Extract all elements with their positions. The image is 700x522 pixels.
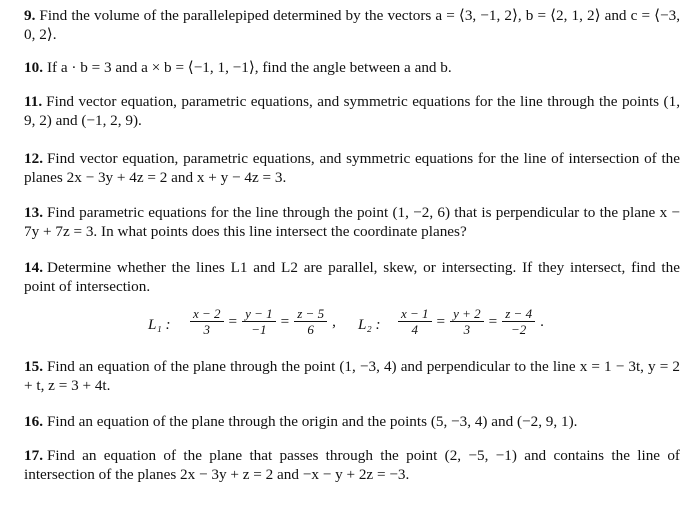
problem-number: 11. [24, 93, 43, 110]
problem-number: 13. [24, 204, 43, 221]
denominator: 4 [411, 322, 419, 337]
l2-fraction-z [502, 306, 535, 337]
numerator: y + 2 [450, 306, 484, 322]
problem-12 [24, 149, 680, 187]
problem-number: 16. [24, 413, 43, 430]
problem-13 [24, 203, 680, 241]
problem-17 [24, 446, 680, 484]
equals-sign: = [488, 313, 498, 330]
problem-text: Find vector equation, parametric equations, and symmetric equations for the line through the points (1, 9, 2) and (−1, 2, 9). [24, 93, 680, 129]
problem-text: Find an equation of the plane through the origin and the points (5, −3, 4) and (−2, 9, 1). [46, 413, 578, 430]
equals-sign: = [228, 313, 238, 330]
problem-text: Find parametric equations for the line through the point (1, −2, 6) that is perpendicular to the plane x − 7y + 7z = 3. In what points does this line intersect the coordinate planes? [24, 204, 680, 240]
l2-equation [396, 306, 547, 337]
denominator: 3 [203, 322, 211, 337]
problem-number: 14. [24, 259, 43, 276]
l1-label: L₁ : [148, 316, 171, 333]
equals-sign: = [436, 313, 446, 330]
l1-fraction-z [294, 306, 327, 337]
problem-number: 10. [24, 59, 43, 76]
denominator: 6 [307, 322, 314, 337]
problem-text: If a · b = 3 and a × b = ⟨−1, 1, −1⟩, find the angle between a and b. [46, 59, 452, 76]
problem-16 [24, 412, 680, 431]
problem-text: Find vector equation, parametric equations, and symmetric equations for the line of intersection of the planes 2x − 3y + 4z = 2 and x + y − 4z = 3. [24, 150, 680, 186]
denominator: −2 [511, 322, 527, 337]
problem-text: Find the volume of the parallelepiped determined by the vectors a = ⟨3, −1, 2⟩, b = ⟨2, 1, 2⟩ and c = ⟨−3, 0, 2⟩. [24, 7, 680, 43]
l2-label: L₂ : [358, 316, 381, 333]
l1-equation [188, 306, 339, 337]
trailing-punctuation: , [332, 313, 336, 330]
problem-text: Find an equation of the plane that passes through the point (2, −5, −1) and contains the line of intersection of the planes 2x − 3y + z = 2 and −x − y + 2z = −3. [24, 447, 680, 483]
problem-number: 12. [24, 150, 43, 167]
problem-number: 15. [24, 358, 43, 375]
denominator: 3 [463, 322, 471, 337]
numerator: z − 4 [502, 306, 535, 322]
numerator: x − 2 [190, 306, 224, 322]
problem-text: Find an equation of the plane through the point (1, −3, 4) and perpendicular to the line x = 1 − 3t, y = 2 + t, z = 3 + 4t. [24, 358, 680, 394]
l1-fraction-x [190, 306, 224, 337]
problem-11 [24, 92, 680, 130]
problem-text: Determine whether the lines L1 and L2 are parallel, skew, or intersecting. If they intersect, find the point of intersection. [24, 259, 680, 295]
l2-fraction-y [450, 306, 484, 337]
problem-15 [24, 357, 680, 395]
numerator: z − 5 [294, 306, 327, 322]
numerator: x − 1 [398, 306, 432, 322]
numerator: y − 1 [242, 306, 276, 322]
problem-10 [24, 58, 680, 77]
l2-fraction-x [398, 306, 432, 337]
problem-9 [24, 6, 680, 44]
problem-number: 17. [24, 447, 43, 464]
trailing-punctuation: . [540, 313, 544, 330]
denominator: −1 [251, 322, 267, 337]
problem-number: 9. [24, 7, 36, 24]
problem-14 [24, 258, 680, 296]
l1-fraction-y [242, 306, 276, 337]
equals-sign: = [280, 313, 290, 330]
